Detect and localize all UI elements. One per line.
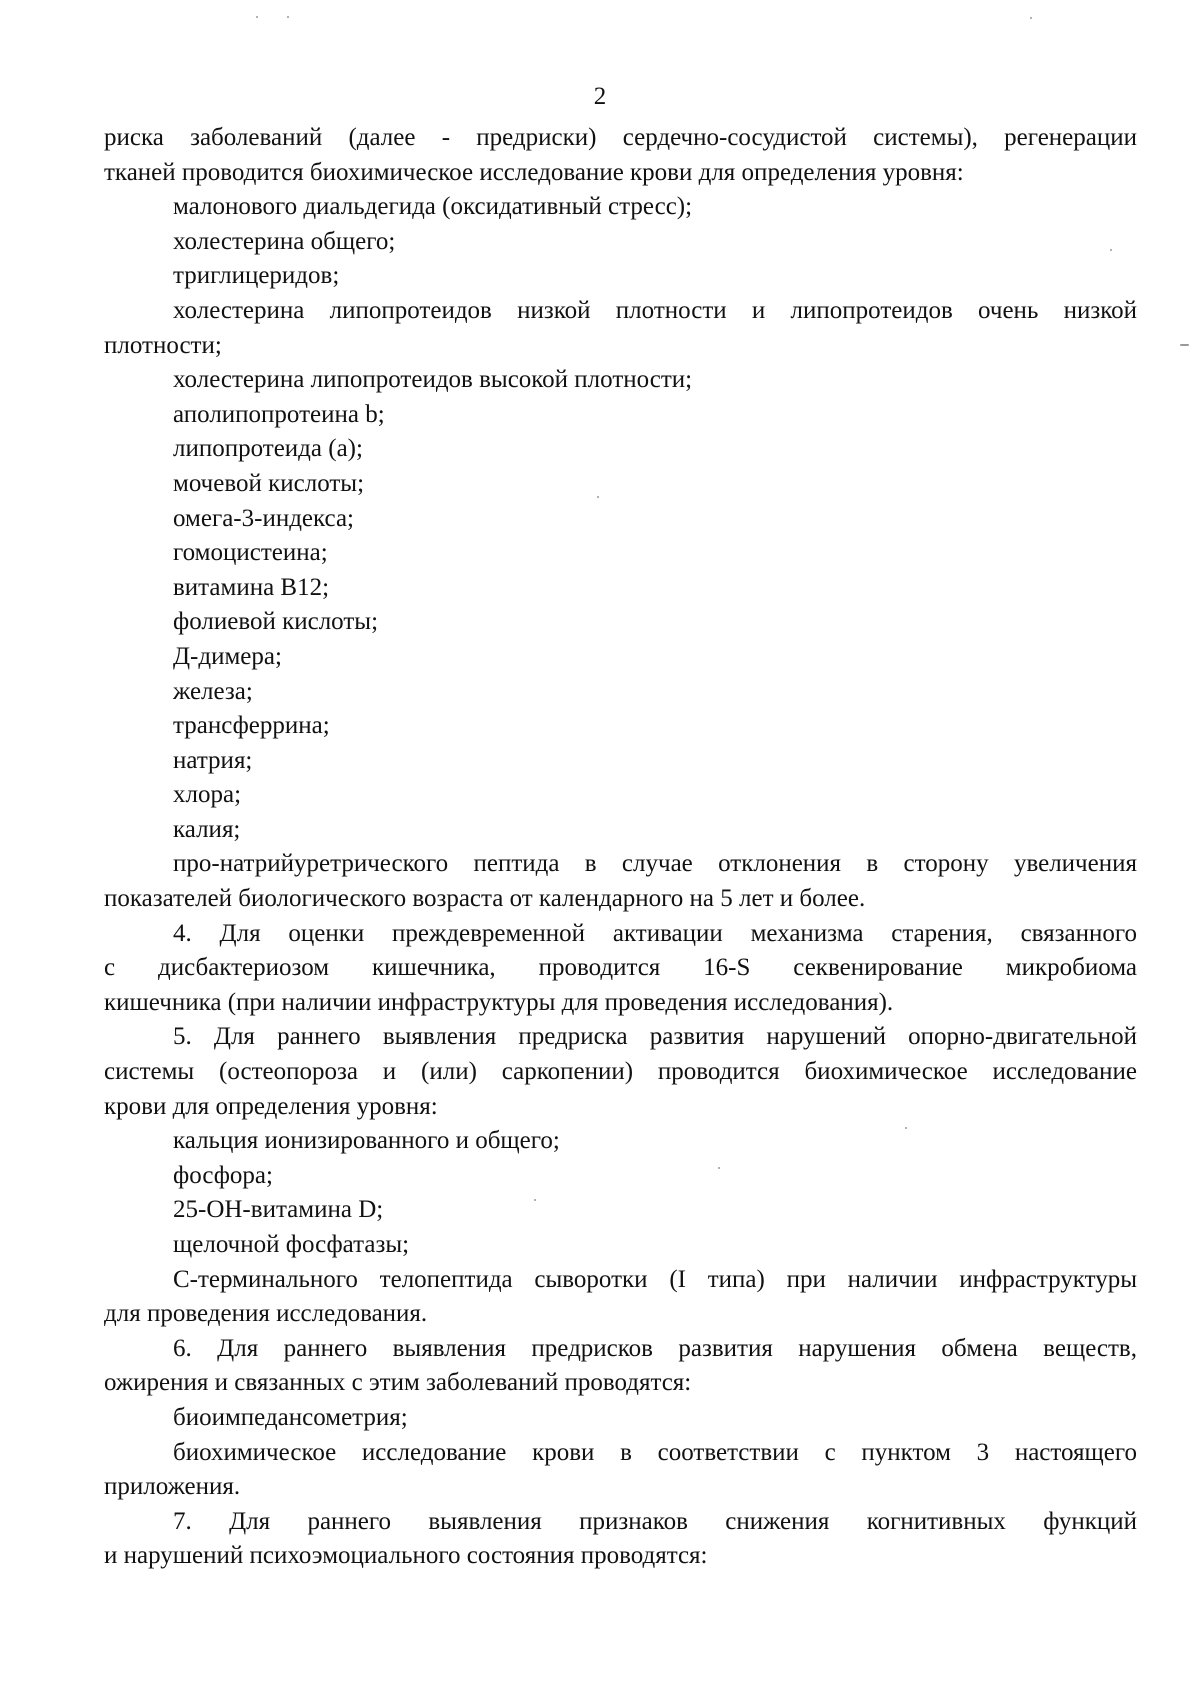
text-line: щелочной фосфатазы; xyxy=(173,1231,410,1258)
text-line: Д-димера; xyxy=(173,642,282,670)
text-line: 25-ОН-витамина D; xyxy=(173,1196,384,1224)
text-line: витамина B12; xyxy=(173,573,330,601)
text-line: калия; xyxy=(173,815,241,843)
scan-speck xyxy=(1030,17,1032,19)
text-line: показателей биологического возраста от календарного на 5 лет и более. xyxy=(104,885,866,913)
text-line: кишечника (при наличии инфраструктуры для проведения исследования). xyxy=(104,988,894,1016)
scan-speck xyxy=(718,1167,720,1169)
text-line: про-натрийуретрического пептида в случае отклонения в сторону увеличения xyxy=(173,850,1137,878)
text-line: плотности; xyxy=(104,331,222,359)
text-line: холестерина липопротеидов низкой плотности и липопротеидов очень низкой xyxy=(173,296,1137,324)
text-line: риска заболеваний (далее - предриски) сердечно-сосудистой системы), регенерации xyxy=(104,124,1137,151)
text-line: холестерина липопротеидов высокой плотности; xyxy=(173,366,693,394)
text-line: 6. Для раннего выявления предрисков развития нарушения обмена веществ, xyxy=(173,1334,1137,1362)
scan-speck xyxy=(1110,249,1112,251)
text-line: тканей проводится биохимическое исследование крови для определения уровня: xyxy=(104,158,964,186)
text-line: холестерина общего; xyxy=(173,227,396,255)
text-line: крови для определения уровня: xyxy=(104,1092,438,1120)
text-line: 5. Для раннего выявления предриска развития нарушений опорно-двигательной xyxy=(173,1023,1137,1051)
text-line: липопротеида (а); xyxy=(173,435,363,463)
text-line: натрия; xyxy=(173,746,253,774)
text-line: малонового диальдегида (оксидативный стресс); xyxy=(173,193,693,221)
scan-speck xyxy=(256,16,258,18)
text-line: для проведения исследования. xyxy=(104,1300,428,1328)
text-line: биохимическое исследование крови в соответствии с пунктом 3 настоящего xyxy=(173,1438,1137,1466)
text-line: триглицеридов; xyxy=(173,262,340,290)
text-line: фолиевой кислоты; xyxy=(173,608,379,636)
text-line: с дисбактериозом кишечника, проводится 16-S секвенирование микробиома xyxy=(104,954,1137,982)
text-line: омега-3-индекса; xyxy=(173,504,354,532)
scan-speck xyxy=(905,1127,907,1129)
scan-speck xyxy=(597,496,599,498)
text-line: 4. Для оценки преждевременной активации механизма старения, связанного xyxy=(173,919,1137,947)
text-line: 7. Для раннего выявления признаков снижения когнитивных функций xyxy=(173,1507,1137,1535)
scan-speck xyxy=(534,1199,536,1201)
scan-speck xyxy=(1180,344,1189,346)
text-line: биоимпедансометрия; xyxy=(173,1403,408,1431)
text-line: кальция ионизированного и общего; xyxy=(173,1127,560,1155)
text-line: аполипопротеина b; xyxy=(173,400,385,428)
text-line: С-терминального телопептида сыворотки (I типа) при наличии инфраструктуры xyxy=(173,1265,1137,1293)
text-line: приложения. xyxy=(104,1473,241,1501)
page-number: 2 xyxy=(593,83,607,110)
text-line: железа; xyxy=(173,677,253,705)
text-line: фосфора; xyxy=(173,1161,273,1189)
scan-speck xyxy=(287,16,289,18)
text-line: хлора; xyxy=(173,781,242,809)
text-line: и нарушений психоэмоциального состояния проводятся: xyxy=(104,1542,708,1570)
document-body xyxy=(104,121,1137,1574)
text-line: ожирения и связанных с этим заболеваний проводятся: xyxy=(104,1369,692,1397)
text-line: трансферрина; xyxy=(173,712,330,740)
text-line: системы (остеопороза и (или) саркопении) проводится биохимическое исследование xyxy=(104,1058,1137,1086)
text-line: гомоцистеина; xyxy=(173,539,328,567)
text-line: мочевой кислоты; xyxy=(173,469,365,497)
